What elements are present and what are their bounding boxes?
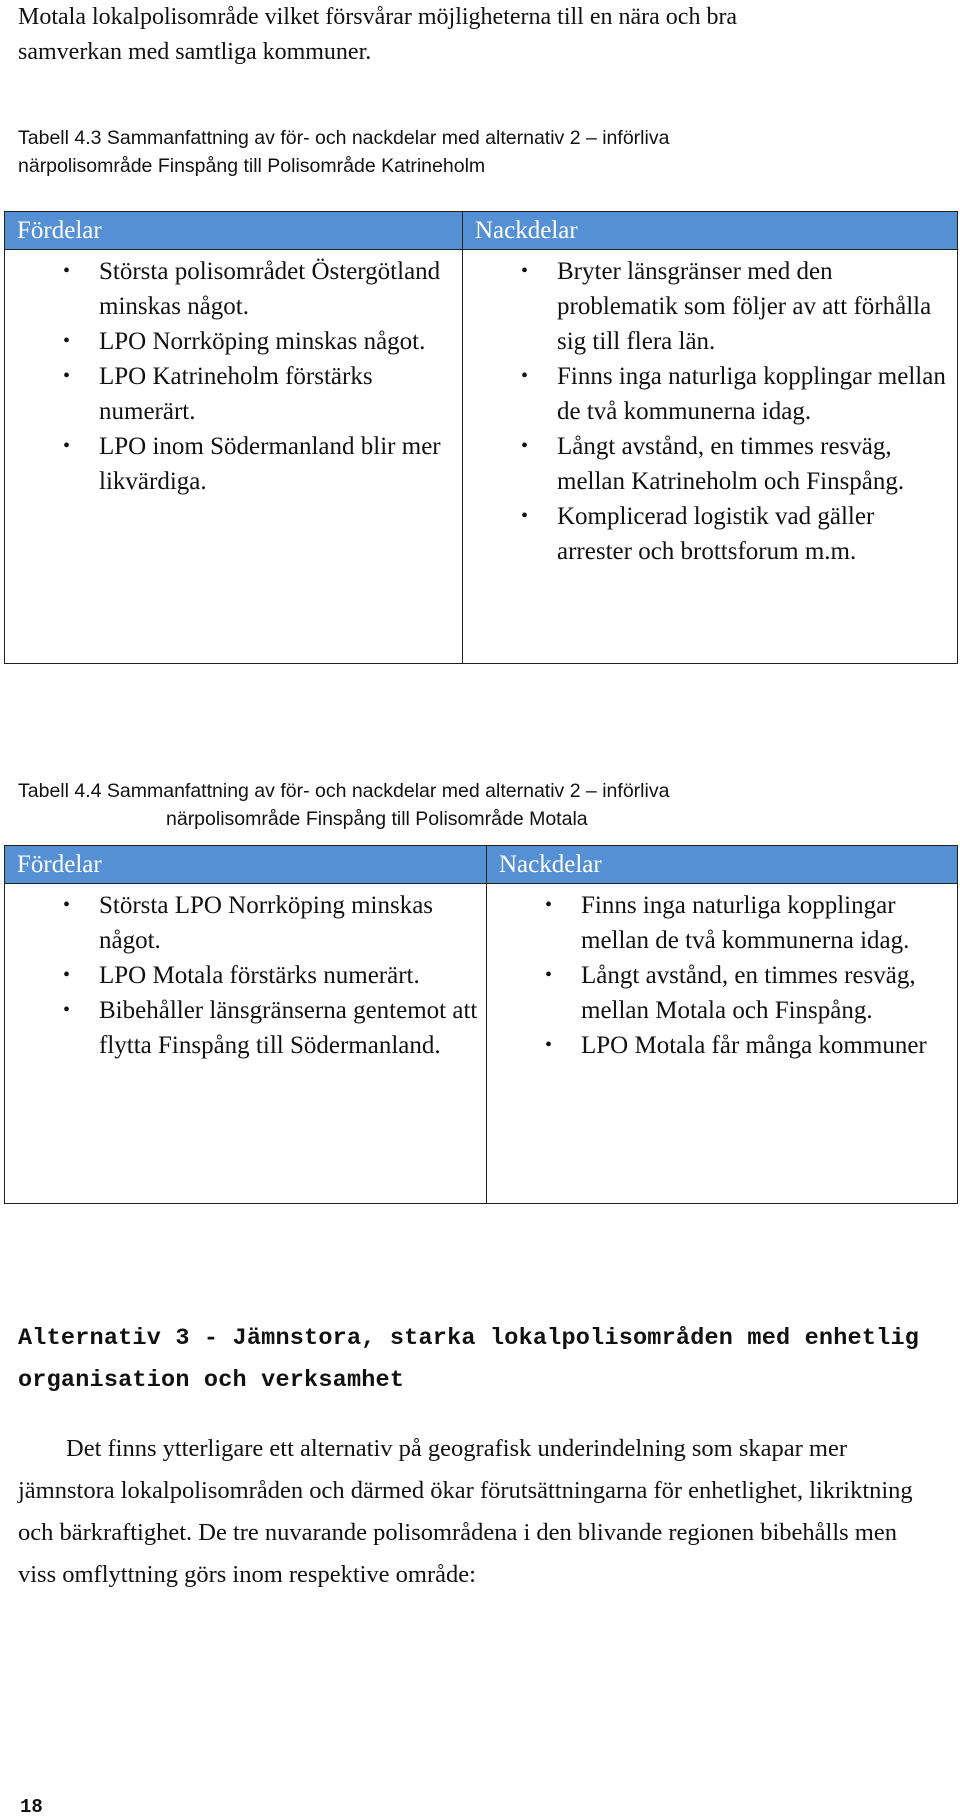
body-paragraph [18, 1428, 928, 1596]
header-pros: Fördelar [5, 846, 487, 884]
bullet: • [63, 999, 71, 1021]
cons-list [487, 888, 949, 1063]
bullet: • [545, 894, 553, 916]
list-item: • Största LPO Norrköping minskas något. [5, 888, 478, 958]
bullet: • [63, 365, 71, 387]
list-item: • Bibehåller länsgränserna gentemot att flytta Finspång till Södermanland. [5, 993, 478, 1063]
table-caption-4-3 [18, 124, 948, 180]
list-item: • LPO Norrköping minskas något. [5, 324, 454, 359]
bullet: • [521, 435, 529, 457]
list-item: • LPO Motala får många kommuner [487, 1028, 949, 1063]
bullet: • [63, 894, 71, 916]
header-cons: Nackdelar [487, 846, 958, 884]
list-item: • LPO inom Södermanland blir mer likvärdiga. [5, 429, 454, 499]
list-item: • Långt avstånd, en timmes resväg, mellan Motala och Finspång. [487, 958, 949, 1028]
pros-cell [5, 250, 463, 664]
bullet: • [63, 964, 71, 986]
bullet: • [521, 505, 529, 527]
list-item: • LPO Motala förstärks numerärt. [5, 958, 478, 993]
cons-cell [487, 884, 958, 1204]
pros-list [5, 254, 454, 499]
bullet: • [545, 964, 553, 986]
intro-paragraph [18, 0, 938, 70]
bullet: • [63, 330, 71, 352]
cons-cell [463, 250, 958, 664]
bullet: • [63, 435, 71, 457]
list-item: • Långt avstånd, en timmes resväg, mellan Katrineholm och Finspång. [463, 429, 949, 499]
list-item: • Finns inga naturliga kopplingar mellan de två kommunerna idag. [463, 359, 949, 429]
comparison-table-4-4 [4, 845, 958, 1204]
list-item: • Komplicerad logistik vad gäller arrester och brottsforum m.m. [463, 499, 949, 569]
list-item: • LPO Katrineholm förstärks numerärt. [5, 359, 454, 429]
bullet: • [63, 260, 71, 282]
header-cons: Nackdelar [463, 212, 958, 250]
caption-line-2: närpolisområde Finspång till Polisområde Katrineholm [18, 155, 486, 177]
paragraph-text: Det finns ytterligare ett alternativ på geografisk underindelning som skapar mer jämnstora lokalpolisområden och därmed ökar förutsättningarna för enhetlighet, likriktning och bärkraftighet. De tre nuvarande polisområdena i den blivande regionen bibehålls men viss omflyttning görs inom respektive område: [18, 1435, 913, 1588]
table-caption-4-4 [18, 777, 948, 833]
caption-line-1: Tabell 4.4 Sammanfattning av för- och nackdelar med alternativ 2 – införliva [18, 780, 670, 802]
list-item: • Bryter länsgränser med den problematik som följer av att förhålla sig till flera län. [463, 254, 949, 359]
caption-line-2: närpolisområde Finspång till Polisområde Motala [166, 808, 588, 830]
pros-list [5, 888, 478, 1063]
intro-line-1: Motala lokalpolisområde vilket försvårar möjligheterna till en nära och bra [18, 4, 738, 30]
pros-cell [5, 884, 487, 1204]
bullet: • [545, 1034, 553, 1056]
cons-list [463, 254, 949, 569]
page-number: 18 [20, 1796, 43, 1818]
list-item: • Finns inga naturliga kopplingar mellan de två kommunerna idag. [487, 888, 949, 958]
bullet: • [521, 365, 529, 387]
header-pros: Fördelar [5, 212, 463, 250]
list-item: • Största polisområdet Östergötland minskas något. [5, 254, 454, 324]
intro-line-2: samverkan med samtliga kommuner. [18, 39, 372, 65]
caption-line-1: Tabell 4.3 Sammanfattning av för- och nackdelar med alternativ 2 – införliva [18, 127, 670, 149]
section-heading: Alternativ 3 - Jämnstora, starka lokalpolisområden med enhetlig organisation och verksamhet [18, 1325, 920, 1394]
bullet: • [521, 260, 529, 282]
comparison-table-4-3 [4, 211, 958, 664]
